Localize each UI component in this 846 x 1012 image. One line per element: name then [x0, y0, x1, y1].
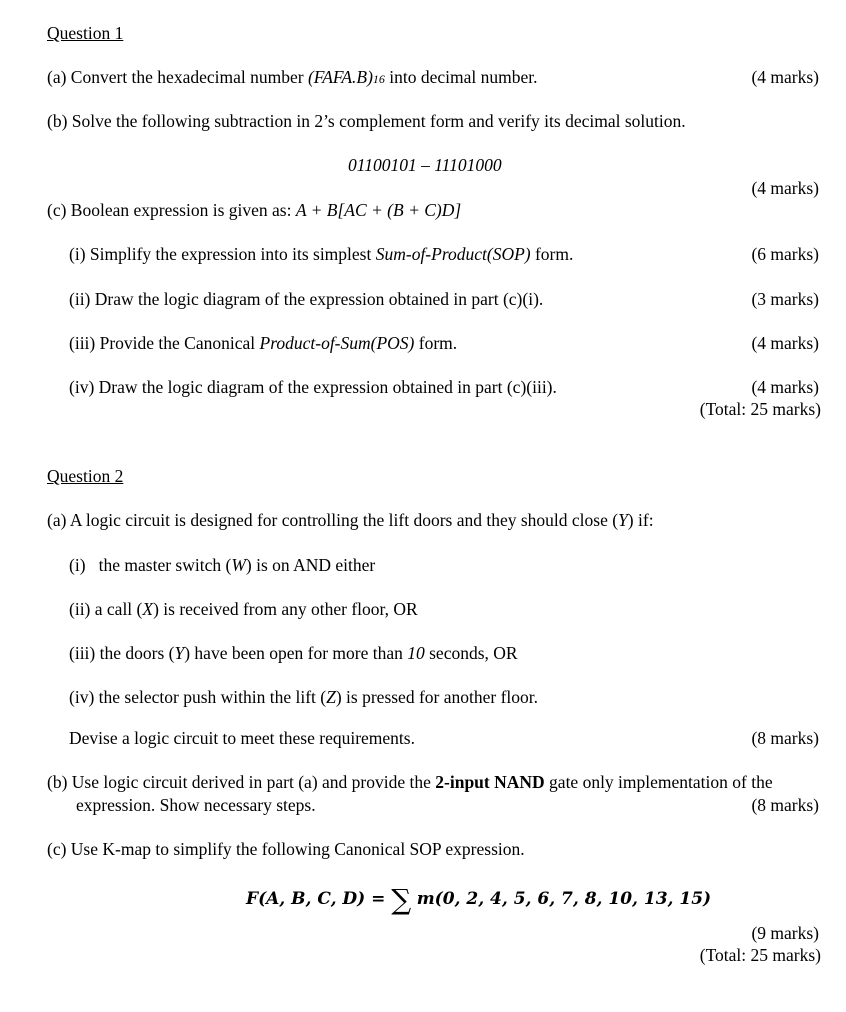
q2-total-marks: (Total: 25 marks) [699, 945, 821, 965]
q1b-text: (b) Solve the following subtraction in 2’s complement form and verify its decimal solution. [47, 111, 686, 131]
q1b-expression: 01100101 – 11101000 [348, 155, 502, 175]
sigma-symbol: ∑ [391, 883, 412, 916]
q1a-text: (a) Convert the hexadecimal number (FAFA.B)16 into decimal number. [47, 67, 538, 87]
q2c-formula: F(A, B, C, D) = ∑ m(0, 2, 4, 5, 6, 7, 8, 10, 13, 15) [246, 883, 712, 916]
q2a-marks: (8 marks) [751, 728, 819, 748]
question-2-title: Question 2 [47, 466, 124, 486]
q2b-text-line2: expression. Show necessary steps. [76, 795, 316, 815]
q1c-text: (c) Boolean expression is given as: A + B[AC + (B + C)D] [47, 200, 462, 220]
q2a-condition-iii: (iii) the doors (Y) have been open for more than 10 seconds, OR [69, 643, 518, 663]
q1c-item-ii-marks: (3 marks) [751, 289, 819, 309]
q1a-marks: (4 marks) [751, 67, 819, 87]
q2a-condition-ii: (ii) a call (X) is received from any other floor, OR [69, 599, 418, 619]
q1c-item-iv-marks: (4 marks) [751, 377, 819, 397]
q1c-item-i-marks: (6 marks) [751, 244, 819, 264]
q1b-marks: (4 marks) [751, 178, 819, 198]
q2c-text: (c) Use K-map to simplify the following Canonical SOP expression. [47, 839, 525, 859]
q1-total-marks: (Total: 25 marks) [699, 399, 821, 419]
q1c-item-i: (i) Simplify the expression into its simplest Sum-of-Product(SOP) form. [69, 244, 574, 264]
q2a-condition-i: (i) the master switch (W) is on AND either [69, 555, 376, 575]
q2b-marks: (8 marks) [751, 795, 819, 815]
q1c-item-iv: (iv) Draw the logic diagram of the expression obtained in part (c)(iii). [69, 377, 557, 397]
q2b-text-line1: (b) Use logic circuit derived in part (a) and provide the 2-input NAND gate only implementation of the [47, 772, 773, 792]
q1c-item-ii: (ii) Draw the logic diagram of the expression obtained in part (c)(i). [69, 289, 544, 309]
q2a-devise: Devise a logic circuit to meet these requirements. [69, 728, 415, 748]
q2c-marks: (9 marks) [751, 923, 819, 943]
q2a-condition-iv: (iv) the selector push within the lift (Z) is pressed for another floor. [69, 687, 539, 707]
q1c-item-iii-marks: (4 marks) [751, 333, 819, 353]
q2a-intro: (a) A logic circuit is designed for controlling the lift doors and they should close (Y) if: [47, 510, 654, 530]
question-1-title: Question 1 [47, 23, 124, 43]
q1c-item-iii: (iii) Provide the Canonical Product-of-Sum(POS) form. [69, 333, 458, 353]
